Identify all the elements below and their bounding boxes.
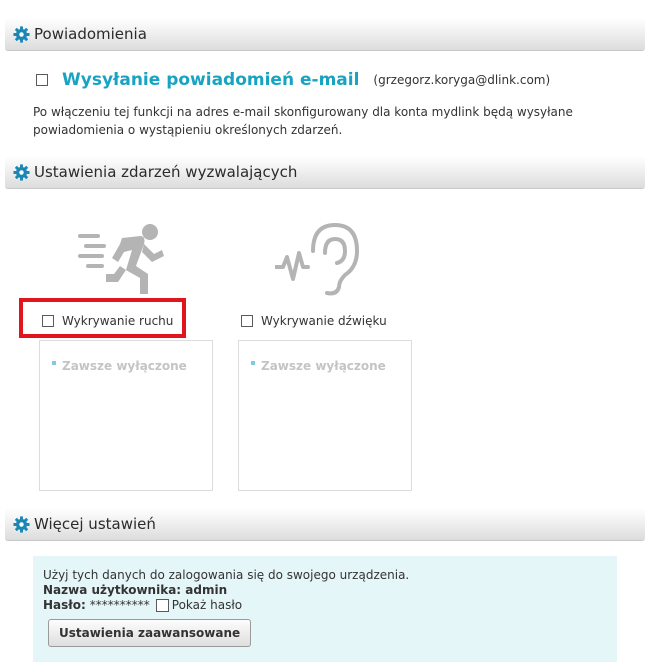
gear-icon <box>13 516 30 533</box>
sound-detection-label: Wykrywanie dźwięku <box>261 314 387 328</box>
gear-icon <box>13 164 30 181</box>
email-notification-title: Wysyłanie powiadomień e-mail <box>62 70 360 90</box>
username-label: Nazwa użytkownika: <box>43 583 182 597</box>
schedule-label: Zawsze wyłączone <box>261 359 386 373</box>
password-line <box>43 598 617 613</box>
motion-detection-checkbox[interactable] <box>42 315 54 327</box>
gear-icon <box>13 26 30 43</box>
advanced-settings-button[interactable]: Ustawienia zaawansowane <box>48 619 251 647</box>
show-password-label: Pokaż hasło <box>171 598 243 612</box>
login-intro: Użyj tych danych do zalogowania się do swojego urządzenia. <box>43 568 410 582</box>
password-label: Hasło: <box>43 598 86 612</box>
section-header-notifications <box>5 18 645 50</box>
bullet-icon <box>52 361 56 365</box>
schedule-item[interactable] <box>251 359 386 373</box>
section-header-triggers <box>5 156 645 188</box>
email-notification-checkbox[interactable] <box>36 74 48 86</box>
username-value: admin <box>185 583 228 597</box>
running-person-icon <box>78 220 164 296</box>
section-header-more-settings <box>5 508 645 540</box>
bullet-icon <box>251 361 255 365</box>
schedule-item[interactable] <box>52 359 187 373</box>
username-line <box>43 583 617 598</box>
ear-sound-icon <box>275 221 361 297</box>
sound-schedule-box[interactable] <box>238 340 412 491</box>
device-login-info <box>33 556 617 662</box>
email-address: (grzegorz.koryga@dlink.com) <box>373 73 551 87</box>
motion-detection-label: Wykrywanie ruchu <box>62 314 174 328</box>
section-title: Ustawienia zdarzeń wyzwalających <box>34 163 298 181</box>
sound-detection-checkbox[interactable] <box>241 315 253 327</box>
section-title: Powiadomienia <box>34 25 147 43</box>
sound-detection-option[interactable] <box>241 314 387 328</box>
email-notification-row <box>36 70 550 90</box>
motion-schedule-box[interactable] <box>39 340 213 491</box>
show-password-checkbox[interactable] <box>156 599 169 612</box>
email-description: Po włączeniu tej funkcji na adres e-mail skonfigurowany dla konta mydlink będą wysyłane powiadomienia o wystąpieniu określonych zdarzeń. <box>33 105 573 137</box>
password-value: ********** <box>89 598 150 612</box>
section-title: Więcej ustawień <box>34 515 156 533</box>
motion-detection-option[interactable] <box>42 314 173 328</box>
schedule-label: Zawsze wyłączone <box>62 359 187 373</box>
